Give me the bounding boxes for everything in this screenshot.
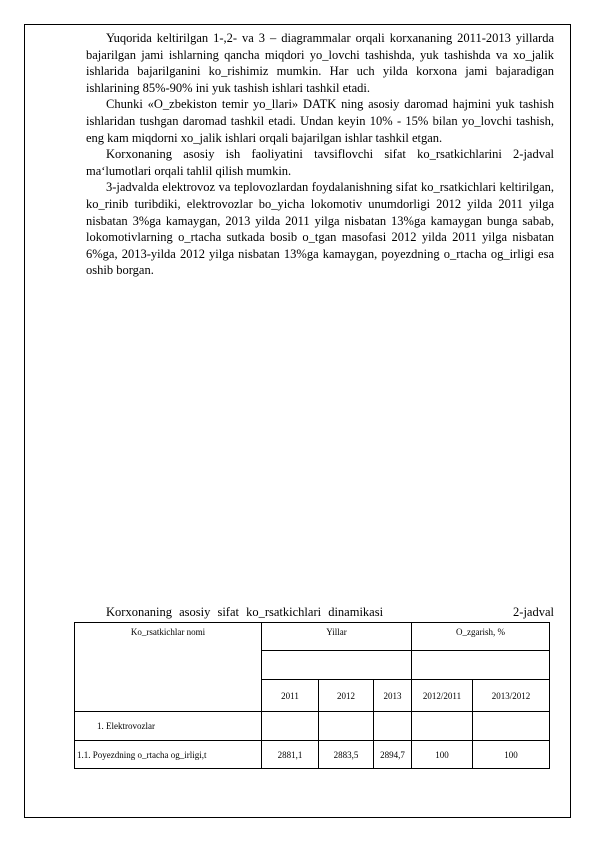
blank-cell [412, 651, 550, 680]
header-indicator: Ko_rsatkichlar nomi [75, 623, 262, 712]
paragraph-1: Yuqorida keltirilgan 1-,2- va 3 – diagrammalar orqali korxananing 2011-2013 yillarda bajarilgan jami ishlarning qancha miqdori yo_lovchi tashishda, yuk tashishda va xo_jalik ishlarida bajarilganini ko_rishimiz mumkin. Har uch yilda korxona jami bajaradigan ishlarining 85%-90% ini yuk tashish ishlari tashkil etadi. [86, 31, 554, 95]
row-label: 1.1. Poyezdning o_rtacha og_irligi,t [75, 741, 262, 769]
blank-cell [412, 712, 473, 741]
indicators-table [74, 622, 550, 769]
table-caption-title: Korxonaning asosiy sifat ko_rsatkichlari dinamikasi [106, 605, 384, 619]
blank-cell [374, 712, 412, 741]
row-value-2013: 2894,7 [374, 741, 412, 769]
row-value-2012: 2883,5 [319, 741, 374, 769]
table-header-row [75, 623, 550, 651]
table-row [75, 741, 550, 769]
paragraph-4: 3-jadvalda elektrovoz va teplovozlardan foydalanishning sifat ko_rsatkichlari keltirilgan, ko_rinib turibdiki, elektrovozlar bo_yicha lokomotiv unumdorligi 2012 yilda 2011 yilga nisbatan 3%ga kamaygan, 2013 yilda 2011 yilga nisbatan 13%ga kamaygan bunga sabab, lokomotivlarning o_rtacha sutkada bosib o_tgan masofasi 2012 yilda 2011 yilga nisbatan 6%ga, 2013-yilda 2012 yilga nisbatan 13%ga kamaygan, poyezdning o_rtacha og_irligi esa oshib borgan. [86, 180, 554, 278]
table-caption-label: 2-jadval [513, 605, 554, 619]
paragraph-3: Korxonaning asosiy ish faoliyatini tavsiflovchi sifat ko_rsatkichlarini 2-jadval ma‘lumotlari orqali tahlil qilish mumkin. [86, 147, 554, 178]
paragraph-2: Chunki «O_zbekiston temir yo_llari» DATK ning asosiy daromad hajmini yuk tashish ishlaridan tushgan daromad tashkil etadi. Undan keyin 10% - 15% bilan yo_lovchi tashish, eng kam miqdorni xo_jalik ishlari orqali bajarilgan ishlar tashkil etgan. [86, 97, 554, 145]
row-value-2011: 2881,1 [262, 741, 319, 769]
blank-cell [473, 712, 550, 741]
year-2013: 2013 [374, 680, 412, 712]
change-2013-2012: 2013/2012 [473, 680, 550, 712]
blank-cell [262, 712, 319, 741]
row-change-2013-2012: 100 [473, 741, 550, 769]
row-change-2012-2011: 100 [412, 741, 473, 769]
blank-cell [319, 712, 374, 741]
change-2012-2011: 2012/2011 [412, 680, 473, 712]
section-label: 1. Elektrovozlar [75, 712, 262, 741]
body-text [86, 30, 554, 279]
table-caption [106, 604, 554, 620]
header-years: Yillar [262, 623, 412, 651]
year-2011: 2011 [262, 680, 319, 712]
table-section-row [75, 712, 550, 741]
header-change: O_zgarish, % [412, 623, 550, 651]
year-2012: 2012 [319, 680, 374, 712]
blank-cell [262, 651, 412, 680]
